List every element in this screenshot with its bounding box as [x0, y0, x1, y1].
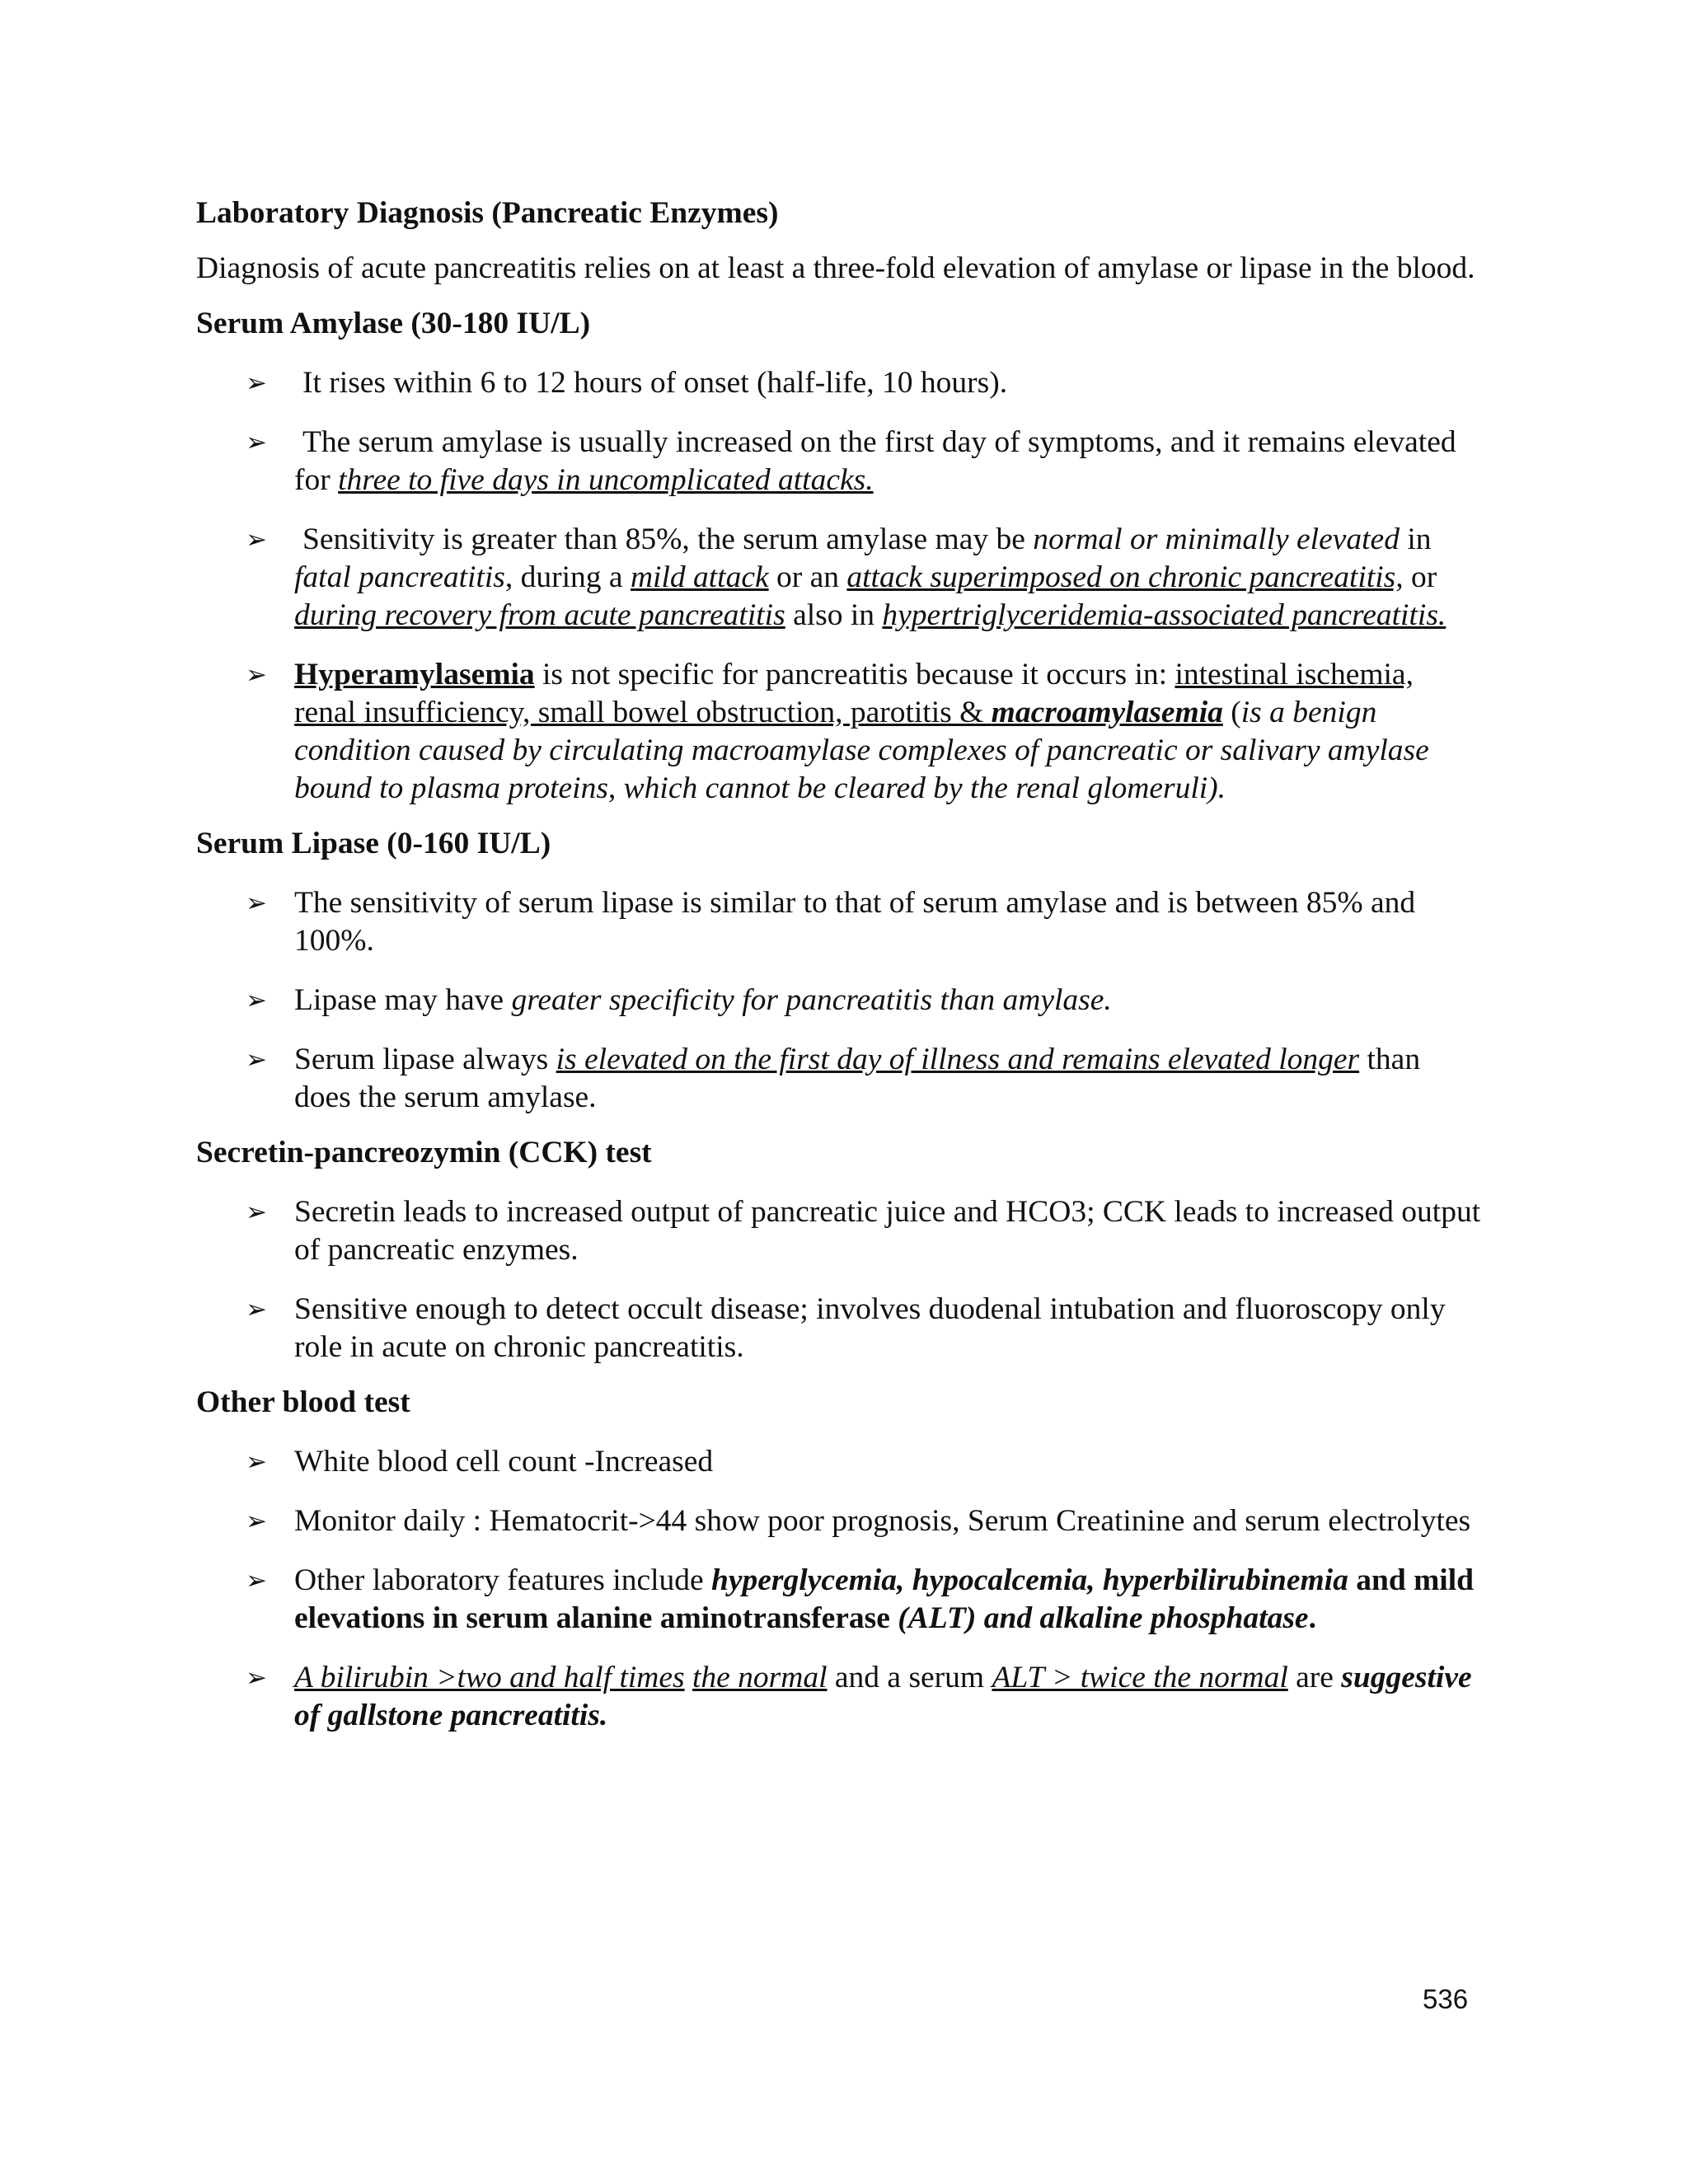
list-item	[196, 656, 1482, 808]
amylase-point-3-emphasis: mild attack	[630, 560, 769, 594]
section-heading-lipase: Serum Lipase (0-160 IU/L)	[196, 827, 551, 860]
arrow-bullet-icon: ➢	[246, 428, 267, 457]
list-item	[196, 1502, 1482, 1540]
other-point-3-bold: and mild elevations in serum alanine aminotransferase	[294, 1563, 1475, 1635]
other-point-4-text: and a serum	[827, 1661, 992, 1694]
other-point-3-emphasis: hyperglycemia, hypocalcemia, hyperbilirubinemia	[711, 1563, 1348, 1597]
arrow-bullet-icon: ➢	[246, 888, 267, 918]
secretin-point-1: Secretin leads to increased output of pancreatic juice and HCO3; CCK leads to increased output of pancreatic enzymes.	[294, 1195, 1481, 1267]
list-item	[196, 364, 1482, 402]
other-point-4-emphasis: ALT > twice the normal	[992, 1661, 1288, 1694]
list-item	[196, 521, 1482, 635]
other-point-3-emphasis: (ALT) and alkaline phosphatase	[898, 1601, 1309, 1635]
list-item	[196, 1291, 1482, 1366]
amylase-point-3-text: , during a	[504, 560, 631, 594]
section-heading-other: Other blood test	[196, 1385, 410, 1419]
lipase-list	[196, 884, 1482, 1117]
amylase-point-4-definition: is a benign condition caused by circulating macroamylase complexes of pancreatic or salivary amylase bound to plasma proteins, which cannot be cleared by the renal glomeruli).	[294, 696, 1429, 805]
section-heading-secretin: Secretin-pancreozymin (CCK) test	[196, 1136, 652, 1169]
amylase-list	[196, 364, 1482, 808]
lipase-point-2-emphasis: greater specificity for pancreatitis than amylase.	[511, 983, 1112, 1017]
other-point-4-emphasis: the normal	[692, 1661, 828, 1694]
amylase-point-4-term: Hyperamylasemia	[294, 658, 535, 691]
lipase-point-2-text: Lipase may have	[294, 983, 512, 1017]
list-item	[196, 1659, 1482, 1735]
section-heading-amylase: Serum Amylase (30-180 IU/L)	[196, 307, 591, 340]
arrow-bullet-icon: ➢	[246, 1045, 267, 1075]
amylase-point-4-text: (	[1222, 696, 1241, 729]
other-point-3-text: Other laboratory features include	[294, 1563, 712, 1597]
lipase-point-1: The sensitivity of serum lipase is similar to that of serum amylase and is between 85% and 100%.	[294, 886, 1416, 958]
page-title: Laboratory Diagnosis (Pancreatic Enzymes)	[196, 196, 779, 230]
arrow-bullet-icon: ➢	[246, 986, 267, 1015]
amylase-point-4-causes: intestinal ischemia, renal insufficiency, small bowel obstruction, parotitis &	[294, 658, 1414, 729]
amylase-point-3-emphasis: hypertriglyceridemia-associated pancreatitis.	[882, 598, 1447, 632]
amylase-point-3-text: also in	[785, 598, 883, 632]
other-point-4-text: are	[1287, 1661, 1342, 1694]
amylase-point-3-emphasis: fatal pancreatitis	[294, 560, 505, 594]
other-point-4-conclusion: suggestive of gallstone pancreatitis.	[294, 1661, 1472, 1732]
other-point-4-text	[685, 1661, 692, 1694]
amylase-point-3-text: or	[1403, 560, 1437, 594]
intro-paragraph: Diagnosis of acute pancreatitis relies on at least a three-fold elevation of amylase or lipase in the blood.	[196, 251, 1475, 285]
amylase-point-3-text: Sensitivity is greater than 85%, the serum amylase may be	[302, 523, 1034, 556]
amylase-point-4-text: is not specific for pancreatitis because it occurs in:	[534, 658, 1175, 691]
document-page	[196, 194, 1482, 1735]
other-point-3-bold: .	[1308, 1601, 1316, 1635]
list-item	[196, 424, 1482, 499]
amylase-point-1: It rises within 6 to 12 hours of onset (half-life, 10 hours).	[302, 366, 1008, 400]
amylase-point-3-text: in	[1399, 523, 1432, 556]
secretin-point-2: Sensitive enough to detect occult disease; involves duodenal intubation and fluoroscopy only role in acute on chronic pancreatitis.	[294, 1292, 1446, 1364]
list-item	[196, 982, 1482, 1019]
arrow-bullet-icon: ➢	[246, 1295, 267, 1324]
amylase-point-3-emphasis: during recovery from acute pancreatitis	[294, 598, 785, 632]
arrow-bullet-icon: ➢	[246, 1663, 267, 1693]
amylase-point-3-emphasis: attack superimposed on chronic pancreatitis,	[846, 560, 1404, 594]
list-item	[196, 884, 1482, 960]
arrow-bullet-icon: ➢	[246, 1197, 267, 1227]
amylase-point-3-emphasis: normal or minimally elevated	[1033, 523, 1400, 556]
amylase-point-4-term: macroamylasemia	[991, 696, 1223, 729]
list-item	[196, 1041, 1482, 1117]
arrow-bullet-icon: ➢	[246, 1507, 267, 1536]
amylase-point-2-emphasis: three to five days in uncomplicated attacks.	[338, 463, 874, 497]
lipase-point-3-text: than does the serum amylase.	[294, 1043, 1421, 1114]
arrow-bullet-icon: ➢	[246, 1447, 267, 1477]
arrow-bullet-icon: ➢	[246, 525, 267, 555]
list-item	[196, 1562, 1482, 1638]
other-point-4-emphasis: A bilirubin >two and half times	[294, 1661, 685, 1694]
arrow-bullet-icon: ➢	[246, 660, 267, 690]
other-list	[196, 1443, 1482, 1735]
amylase-point-3-text: or an	[768, 560, 847, 594]
arrow-bullet-icon: ➢	[246, 368, 267, 398]
secretin-list	[196, 1193, 1482, 1366]
lipase-point-3-text: Serum lipase always	[294, 1043, 556, 1076]
other-point-2: Monitor daily : Hematocrit->44 show poor prognosis, Serum Creatinine and serum electrolytes	[294, 1504, 1471, 1538]
amylase-point-2-text: The serum amylase is usually increased on the first day of symptoms, and it remains elevated for	[294, 425, 1456, 497]
arrow-bullet-icon: ➢	[246, 1566, 267, 1596]
page-number: 536	[1423, 1984, 1469, 2014]
list-item	[196, 1443, 1482, 1481]
list-item	[196, 1193, 1482, 1269]
lipase-point-3-emphasis: is elevated on the first day of illness and remains elevated longer	[556, 1043, 1360, 1076]
other-point-1: White blood cell count -Increased	[294, 1445, 714, 1479]
